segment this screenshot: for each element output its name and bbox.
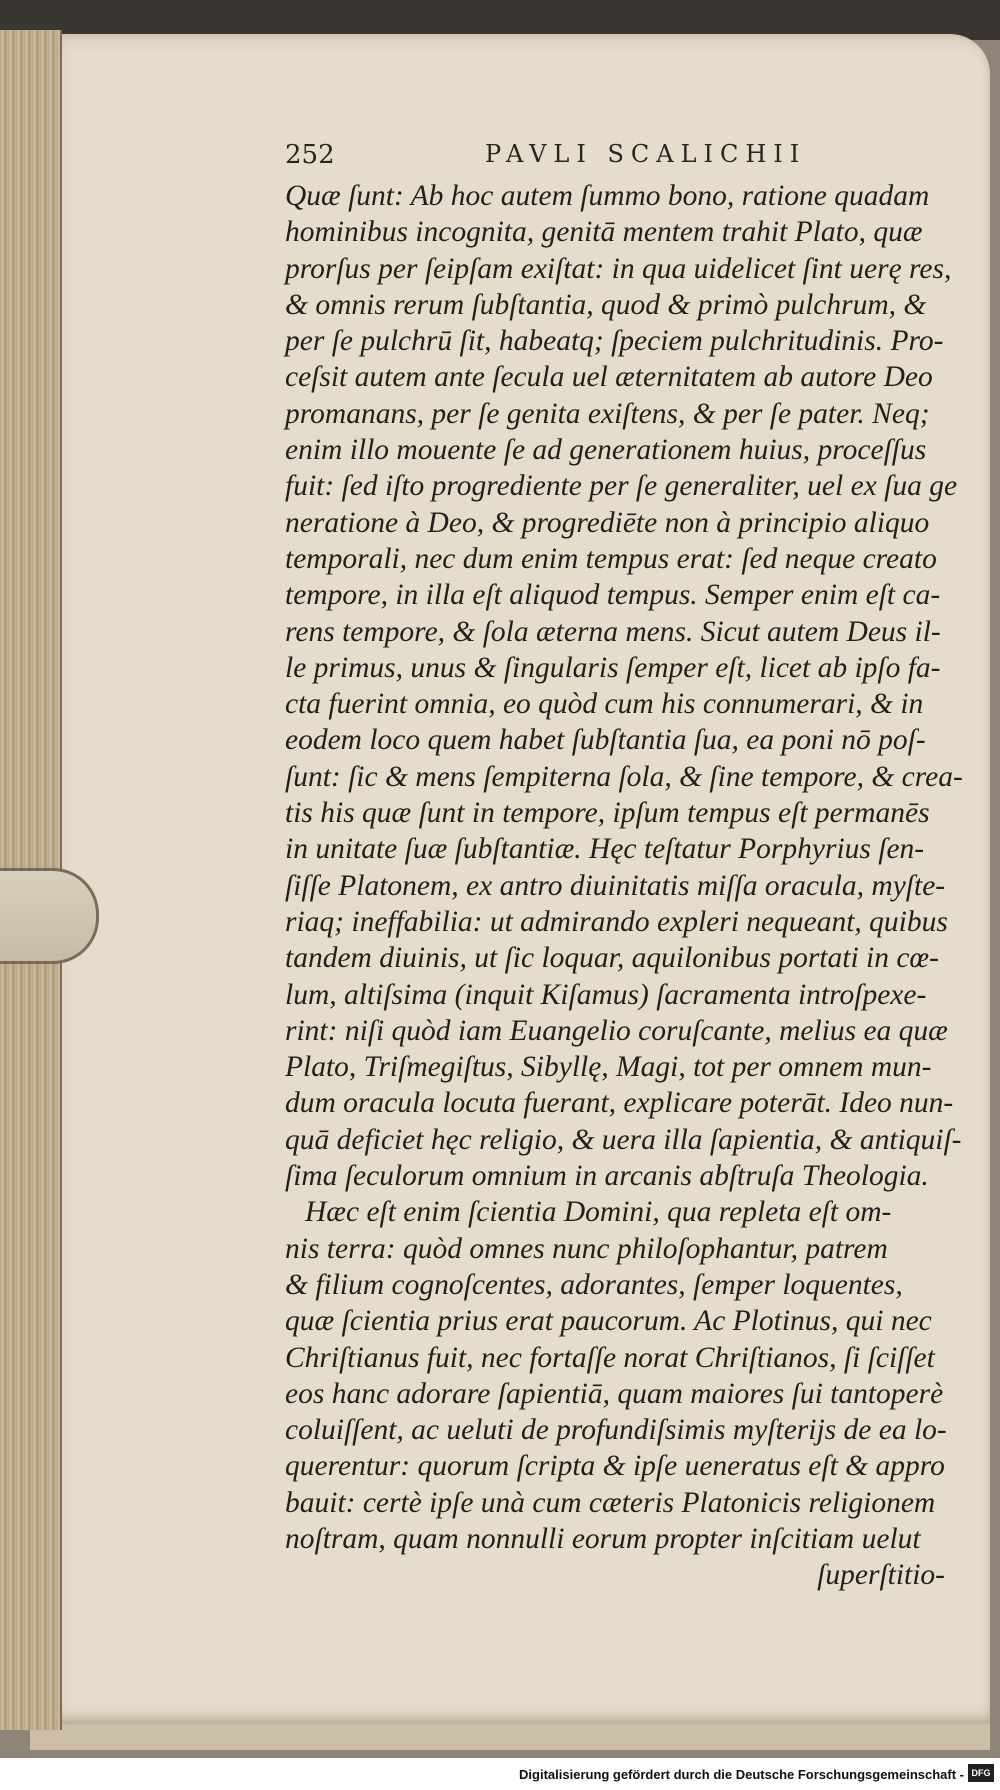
text-line: lum, altiſsima (inquit Kiſamus) ſacramenta introſpexe- (285, 978, 927, 1011)
page-body-text (285, 178, 965, 1594)
text-line: le primus, unus & ſingularis ſemper eſt, licet ab ipſo fa- (285, 651, 941, 684)
text-line-paragraph-start: Hæc eſt enim ſcientia Domini, qua repleta eſt om- (305, 1196, 892, 1229)
text-line: eos hanc adorare ſapientiā, quam maiores ſui tantoperè (285, 1377, 944, 1410)
text-line: Quæ ſunt: Ab hoc autem ſummo bono, ratione quadam (285, 180, 930, 212)
text-line: in unitate ſuæ ſubſtantiæ. Hęc teſtatur Porphyrius ſen- (285, 833, 925, 866)
dfg-logo: DFG (968, 1764, 994, 1782)
catchword: ſuperſtitio- (817, 1559, 945, 1592)
text-line: Chriſtianus fuit, nec fortaſſe norat Chriſtianos, ſi ſciſſet (285, 1341, 935, 1374)
text-line: rens tempore, & ſola æterna mens. Sicut autem Deus il- (285, 615, 941, 648)
text-line: dum oracula locuta fuerant, explicare poterāt. Ideo nun- (285, 1087, 954, 1120)
text-line: neratione à Deo, & progrediēte non à principio aliquo (285, 506, 930, 539)
text-line: Plato, Triſmegiſtus, Sibyllę, Magi, tot per omnem mun- (285, 1051, 932, 1084)
page-clip (0, 868, 99, 964)
text-line: hominibus incognita, genitā mentem trahit Plato, quæ (285, 216, 923, 249)
text-line: coluiſſent, ac ueluti de profundiſsimis myſterijs de ea lo- (285, 1414, 947, 1447)
text-line: ceſsit autem ante ſecula uel æternitatem ab autore Deo (285, 361, 933, 394)
text-line: quæ ſcientia prius erat paucorum. Ac Plotinus, qui nec (285, 1305, 932, 1338)
text-line: prorſus per ſeipſam exiſtat: in qua uidelicet ſint uerę res, (285, 252, 952, 285)
text-line: tempore, in illa eſt aliquod tempus. Semper enim eſt ca- (285, 579, 941, 612)
text-line: cta fuerint omnia, eo quòd cum his connumerari, & in (285, 688, 924, 721)
text-line: tis his quæ ſunt in tempore, ipſum tempus eſt permanēs (285, 797, 930, 830)
text-line: ſima ſeculorum omnium in arcanis abſtruſa Theologia. (285, 1160, 929, 1193)
text-line: temporali, nec dum enim tempus erat: ſed neque creato (285, 542, 937, 575)
text-line: tandem diuinis, ut ſic loquar, aquilonibus portati in cœ- (285, 942, 939, 975)
text-line: per ſe pulchrū ſit, habeatq; ſpeciem pulchritudinis. Pro- (285, 325, 944, 358)
funding-credit: Digitalisierung gefördert durch die Deutsche Forschungsgemeinschaft - (519, 1767, 964, 1782)
text-line: promanans, per ſe genita exiſtens, & per ſe pater. Neq; (285, 397, 930, 430)
running-head: PAVLI SCALICHII (485, 140, 807, 168)
text-line: rint: niſi quòd iam Euangelio coruſcante, melius ea quæ (285, 1014, 948, 1047)
text-line: enim illo mouente ſe ad generationem huius, proceſſus (285, 434, 927, 467)
text-line: riaq; ineffabilia: ut admirando expleri nequeant, quibus (285, 905, 948, 938)
text-line: ſiſſe Platonem, ex antro diuinitatis miſſa oracula, myſte- (285, 869, 946, 902)
text-line: quā deficiet hęc religio, & uera illa ſapientia, & antiquiſ- (285, 1123, 962, 1156)
text-line: querentur: quorum ſcripta & ipſe ueneratus eſt & appro (285, 1450, 945, 1483)
text-line: bauit: certè ipſe unà cum cæteris Platonicis religionem (285, 1486, 936, 1519)
text-line: ſunt: ſic & mens ſempiterna ſola, & ſine tempore, & crea- (285, 760, 963, 793)
page-number: 252 (285, 140, 335, 170)
text-line: & filium cognoſcentes, adorantes, ſemper loquentes, (285, 1268, 903, 1301)
text-line: noſtram, quam nonnulli eorum propter inſcitiam uelut (285, 1522, 921, 1555)
text-line: fuit: ſed iſto progrediente per ſe generaliter, uel ex ſua ge (285, 470, 958, 503)
page-header (285, 140, 845, 174)
text-line: & omnis rerum ſubſtantia, quod & primò pulchrum, & (285, 288, 927, 321)
text-line: eodem loco quem habet ſubſtantia ſua, ea poni nō poſ- (285, 724, 926, 757)
digitization-footer (0, 1758, 1000, 1790)
text-line: nis terra: quòd omnes nunc philoſophantur, patrem (285, 1232, 888, 1265)
